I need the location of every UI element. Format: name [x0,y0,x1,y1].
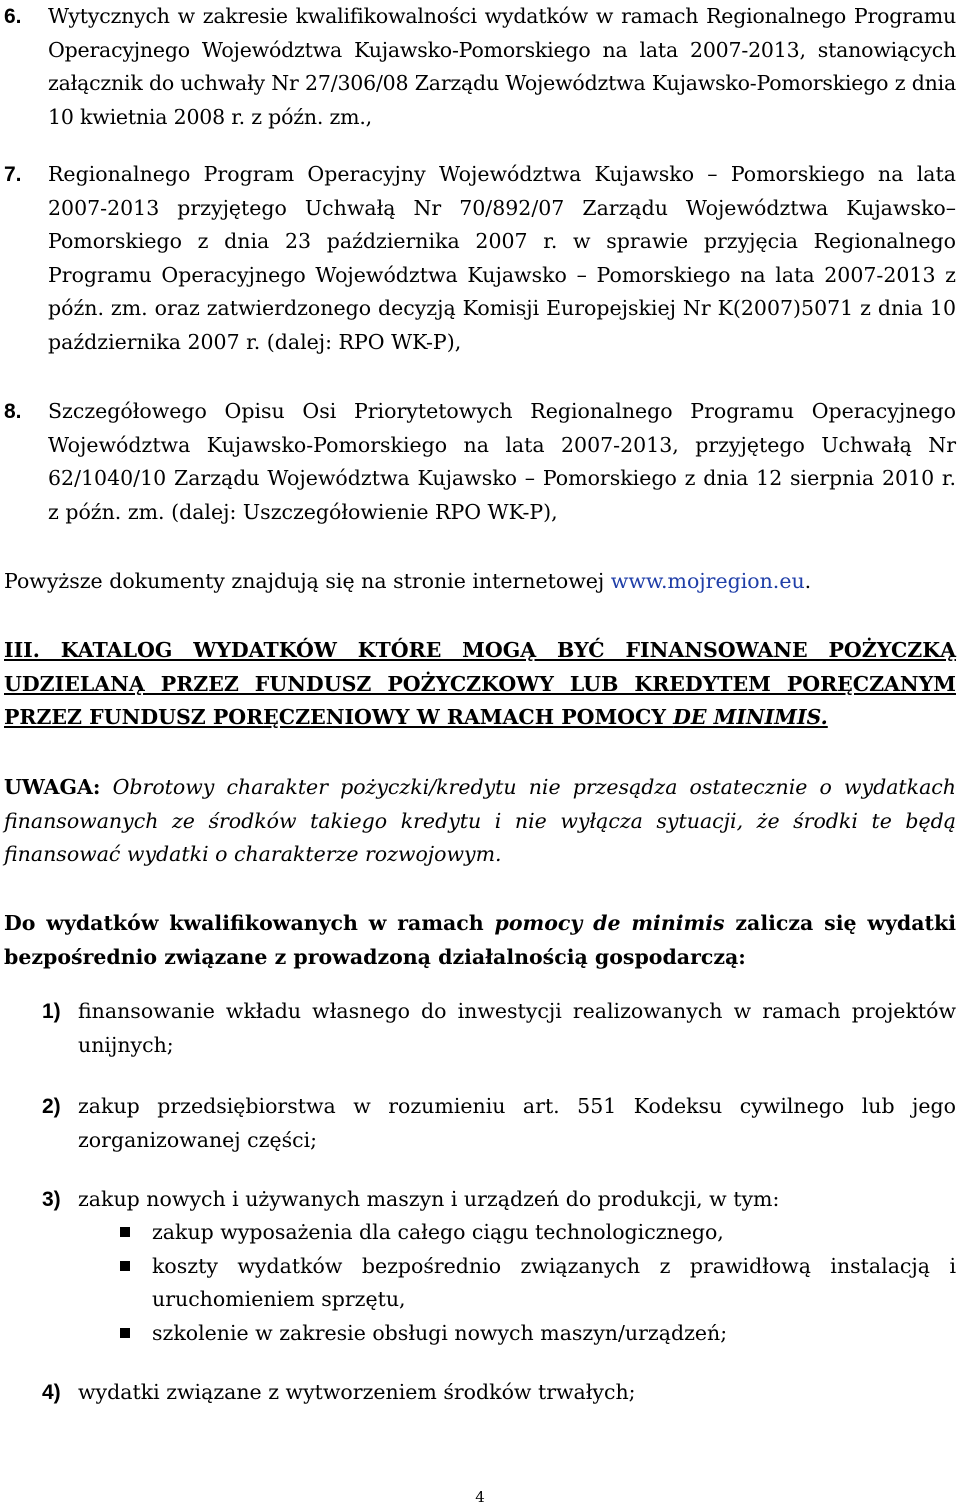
documents-note [4,565,956,599]
page-number: 4 [475,1488,485,1506]
expense-item-2 [4,1090,956,1157]
sublist-item-text: koszty wydatków bezpośrednio związanych z prawidłową instalacją i uruchomieniem sprzętu, [152,1253,956,1311]
eligible-expenses-intro [4,907,956,974]
expense-text: zakup przedsiębiorstwa w rozumieniu art. 551 Kodeksu cywilnego lub jego zorganizowanej części; [78,1094,956,1152]
warning-text: Obrotowy charakter pożyczki/kredytu nie przesądza ostatecznie o wydatkach finansowanych ze środków takiego kredytu i nie wyłącza sytuacji, że środki te będą finansować wydatki o charakterze rozwojowym. [4,775,956,866]
documents-note-end: . [804,569,812,593]
item-number: 6. [4,5,22,28]
square-bullet-icon [120,1227,130,1237]
expense-item-3 [4,1183,956,1217]
expense-text: zakup nowych i używanych maszyn i urządzeń do produkcji, w tym: [78,1187,780,1211]
expense-number: 3) [42,1188,61,1211]
documents-note-text: Powyższe dokumenty znajdują się na stronie internetowej [4,569,611,593]
section-heading [4,634,956,735]
section-heading-main: III. KATALOG WYDATKÓW KTÓRE MOGĄ BYĆ FINANSOWANE POŻYCZKĄ UDZIELANĄ PRZEZ FUNDUSZ POŻYCZKOWY LUB KREDYTEM PORĘCZANYM PRZEZ FUNDUSZ PORĘCZENIOWY W RAMACH POMOCY [4,638,956,729]
intro-part-1: Do wydatków kwalifikowanych w ramach [4,911,495,935]
warning-note [4,771,956,872]
square-bullet-icon [120,1261,130,1271]
section-heading-italic: DE MINIMIS. [673,705,828,729]
item-text: Wytycznych w zakresie kwalifikowalności wydatków w ramach Regionalnego Programu Operacyjnego Województwa Kujawsko-Pomorskiego na lata 2007-2013, stanowiących załącznik do uchwały Nr 27/306/08 Zarządu Województwa Kujawsko-Pomorskiego z dnia 10 kwietnia 2008 r. z późn. zm., [48,4,956,129]
source-item-8 [4,395,956,529]
expense-item-4 [4,1376,956,1410]
sublist-item [4,1317,956,1351]
item-number: 8. [4,400,22,423]
source-item-7 [4,158,956,359]
sublist-item-text: szkolenie w zakresie obsługi nowych maszyn/urządzeń; [152,1320,728,1345]
item-text: Regionalnego Program Operacyjny Województwa Kujawsko – Pomorskiego na lata 2007-2013 przyjętego Uchwałą Nr 70/892/07 Zarządu Województwa Kujawsko–Pomorskiego z dnia 23 października 2007 r. w sprawie przyjęcia Regionalnego Programu Operacyjnego Województwa Kujawsko – Pomorskiego na lata 2007-2013 z późn. zm. oraz zatwierdzonego decyzją Komisji Europejskiej Nr K(2007)5071 z dnia 10 października 2007 r. (dalej: RPO WK-P), [48,162,956,354]
expense-item-1 [4,995,956,1062]
expense-number: 1) [42,1000,61,1023]
source-item-6 [4,0,956,134]
intro-part-2: pomocy de minimis [494,911,725,935]
sublist-item [4,1216,956,1250]
square-bullet-icon [120,1328,130,1338]
item-text: Szczegółowego Opisu Osi Priorytetowych Regionalnego Programu Operacyjnego Województwa Kujawsko-Pomorskiego na lata 2007-2013, przyjętego Uchwałą Nr 62/1040/10 Zarządu Województwa Kujawsko – Pomorskiego z dnia 12 sierpnia 2010 r. z późn. zm. (dalej: Uszczegółowienie RPO WK-P), [48,399,956,524]
expense-sublist [4,1216,956,1350]
item-number: 7. [4,163,22,186]
expense-text: wydatki związane z wytworzeniem środków trwałych; [78,1380,636,1404]
sublist-item [4,1250,956,1317]
sublist-item-text: zakup wyposażenia dla całego ciągu technologicznego, [152,1220,724,1244]
warning-label: UWAGA: [4,775,101,799]
expense-number: 4) [42,1381,61,1404]
intro-part-3: zalicza się wydatki bezpośrednio związane z prowadzoną działalnością gospodarczą: [4,911,956,969]
expense-text: finansowanie wkładu własnego do inwestycji realizowanych w ramach projektów unijnych; [78,999,956,1057]
website-link[interactable]: www.mojregion.eu [610,569,805,593]
expense-number: 2) [42,1095,61,1118]
